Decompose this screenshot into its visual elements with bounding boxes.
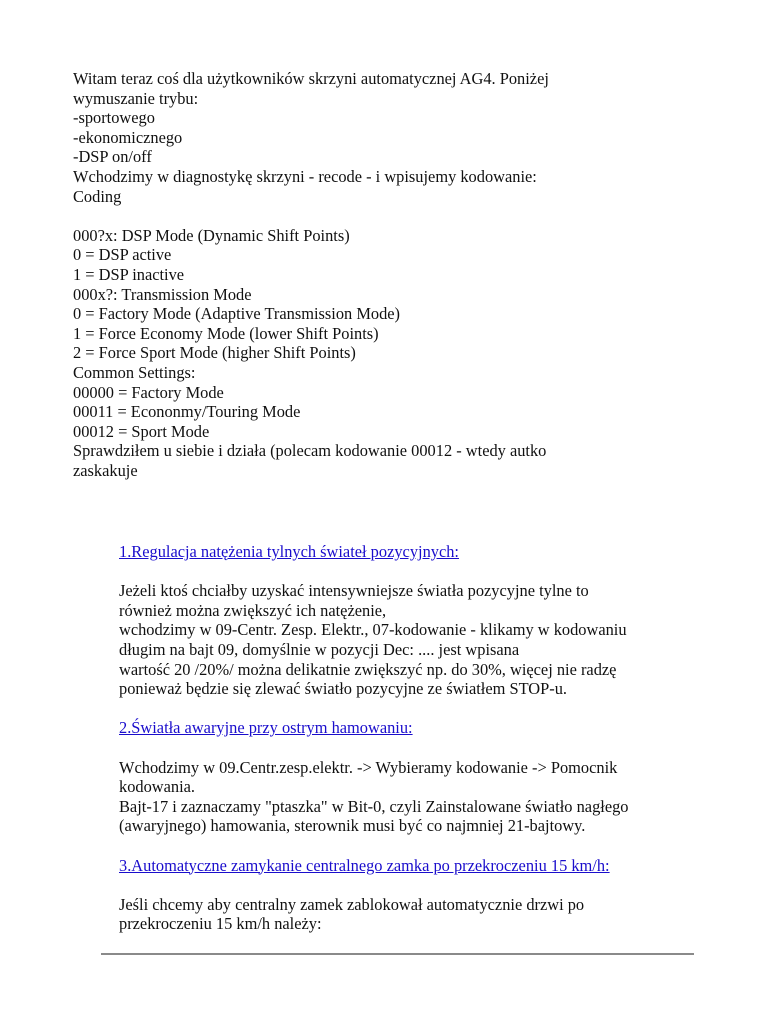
coding-line: 0 = Factory Mode (Adaptive Transmission Mode) <box>73 304 401 324</box>
section-auto-lock <box>119 856 709 934</box>
coding-line: 000?x: DSP Mode (Dynamic Shift Points) <box>73 225 350 245</box>
section-line: Wchodzimy w 09.Centr.zesp.elektr. -> Wybieramy kodowanie -> Pomocnik <box>119 757 618 777</box>
blank-line <box>119 738 709 758</box>
section-tail-lights <box>119 542 709 699</box>
intro-line: -sportowego <box>73 108 155 128</box>
section-emergency-lights <box>119 718 709 836</box>
blank-line <box>119 875 709 895</box>
intro-line: -ekonomicznego <box>73 127 183 147</box>
section-heading-link[interactable]: 3.Automatyczne zamykanie centralnego zamka po przekroczeniu 15 km/h: <box>119 855 610 875</box>
section-line: wchodzimy w 09-Centr. Zesp. Elektr., 07-kodowanie - klikamy w kodowaniu <box>119 620 627 640</box>
blank-line <box>119 699 709 719</box>
section-line: wartość 20 /20%/ można delikatnie zwiększyć np. do 30%, więcej nie radzę <box>119 659 617 679</box>
sections-block <box>119 542 709 934</box>
coding-line: 00011 = Econonmy/Touring Mode <box>73 402 301 422</box>
coding-line: 0 = DSP active <box>73 245 172 265</box>
intro-line: Coding <box>73 186 122 206</box>
section-line: (awaryjnego) hamowania, sterownik musi być co najmniej 21-bajtowy. <box>119 816 586 836</box>
blank-line <box>119 836 709 856</box>
section-line: Jeśli chcemy aby centralny zamek zablokował automatycznie drzwi po <box>119 894 585 914</box>
horizontal-rule <box>101 953 694 955</box>
blank-line <box>119 562 709 582</box>
section-line: Jeżeli ktoś chciałby uzyskać intensywniejsze światła pozycyjne tylne to <box>119 581 589 601</box>
intro-line: -DSP on/off <box>73 147 152 167</box>
intro-block <box>73 69 713 480</box>
section-heading-link[interactable]: 1.Regulacja natężenia tylnych świateł pozycyjnych: <box>119 542 459 561</box>
section-line: długim na bajt 09, domyślnie w pozycji Dec: .... jest wpisana <box>119 639 520 659</box>
coding-line: zaskakuje <box>73 460 138 480</box>
section-line: również można zwiększyć ich natężenie, <box>119 600 387 620</box>
section-heading-link[interactable]: 2.Światła awaryjne przy ostrym hamowaniu: <box>119 718 413 738</box>
section-line: przekroczeniu 15 km/h należy: <box>119 914 322 934</box>
section-line: ponieważ będzie się zlewać światło pozycyjne ze światłem STOP-u. <box>119 679 568 699</box>
section-line: kodowania. <box>119 777 196 797</box>
coding-line: 00000 = Factory Mode <box>73 382 224 402</box>
coding-line: 1 = DSP inactive <box>73 264 185 284</box>
intro-line: Wchodzimy w diagnostykę skrzyni - recode - i wpisujemy kodowanie: <box>73 166 537 186</box>
coding-line: 00012 = Sport Mode <box>73 421 210 441</box>
coding-line: 2 = Force Sport Mode (higher Shift Points) <box>73 343 356 363</box>
coding-line: 1 = Force Economy Mode (lower Shift Points) <box>73 323 379 343</box>
coding-line: Sprawdziłem u siebie i działa (polecam kodowanie 00012 - wtedy autko <box>73 441 547 461</box>
coding-line: 000x?: Transmission Mode <box>73 284 252 304</box>
intro-line: Witam teraz coś dla użytkowników skrzyni automatycznej AG4. Poniżej <box>73 69 549 88</box>
blank-line <box>73 206 713 226</box>
intro-line: wymuszanie trybu: <box>73 88 199 108</box>
section-line: Bajt-17 i zaznaczamy "ptaszka" w Bit-0, czyli Zainstalowane światło nagłego <box>119 796 629 816</box>
coding-line: Common Settings: <box>73 362 196 382</box>
